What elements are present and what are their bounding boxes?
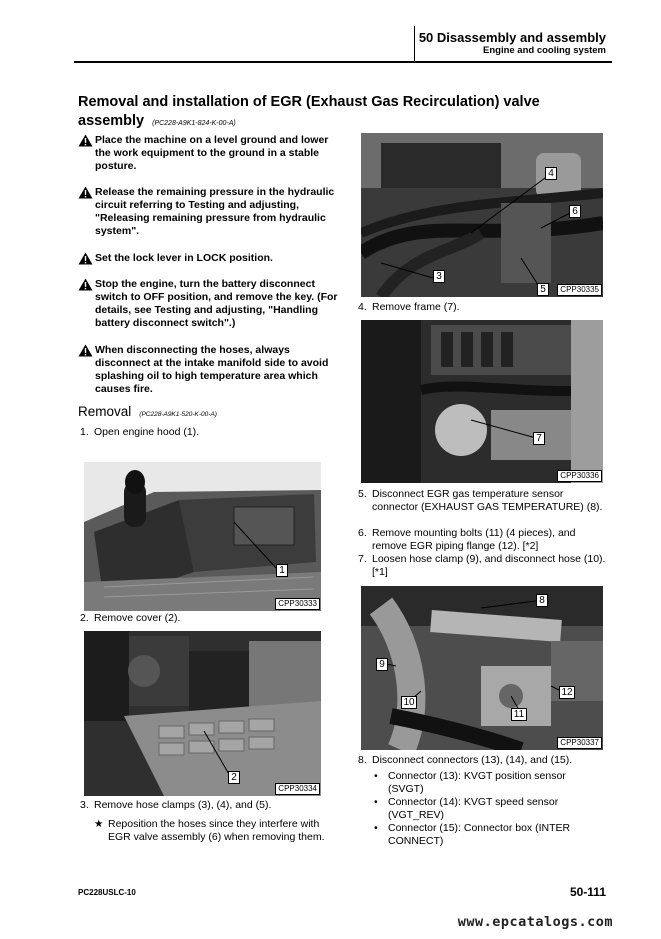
connector-item: • Connector (15): Connector box (INTER CONNECT) [374,822,571,847]
callout-9: 9 [376,658,388,671]
step-7: 7. Loosen hose clamp (9), and disconnect hose (10). [*1] [358,553,606,578]
warning-triangle-icon [78,278,93,291]
removal-heading: Removal (PC228-A9K1-520-K-00-A) [78,404,217,419]
photo-egr-flange [361,586,603,750]
section-title [78,93,598,133]
bullet-icon: • [374,822,378,834]
warning-item: Release the remaining pressure in the hydraulic circuit referring to Testing and adjusting, "Releasing remaining pressure from hydraulic system". [78,186,340,238]
note-item: ★ Reposition the hoses since they interfere with EGR valve assembly (6) when removing them. [94,818,325,843]
warning-triangle-icon [78,134,93,147]
callout-2: 2 [228,771,240,784]
header-rule [74,61,612,63]
callout-12: 12 [559,686,575,699]
removal-code: (PC228-A9K1-520-K-00-A) [139,411,217,418]
bullet-icon: • [374,770,378,782]
watermark-link[interactable]: www.epcatalogs.com [457,914,613,930]
step-6: 6. Remove mounting bolts (11) (4 pieces), and remove EGR piping flange (12). [*2] [358,527,576,552]
step-4: 4. Remove frame (7). [358,301,460,313]
warning-item: When disconnecting the hoses, always disconnect at the intake manifold side to avoid splashing oil to high temperature area which causes fire. [78,344,340,396]
chapter-title: 50 Disassembly and assembly [418,30,606,45]
photo-id-tag: CPP30336 [557,470,602,482]
photo-frame [361,320,603,483]
callout-11: 11 [511,708,527,721]
step-8: 8. Disconnect connectors (13), (14), and (15). [358,754,573,766]
callout-1: 1 [276,564,288,577]
photo-cover [84,631,321,796]
header-divider [414,26,415,62]
warning-item: Set the lock lever in LOCK position. [78,252,340,265]
bullet-icon: • [374,796,378,808]
callout-8: 8 [536,594,548,607]
section-title-line1: Removal and installation of EGR (Exhaust Gas Recirculation) valve [78,94,540,110]
callout-6: 6 [569,205,581,218]
callout-5: 5 [537,283,549,296]
connector-item: • Connector (14): KVGT speed sensor (VGT_REV) [374,796,559,821]
warning-item: Place the machine on a level ground and lower the work equipment to the ground in a stable posture. [78,134,340,173]
callout-3: 3 [433,270,445,283]
page-number: 50-111 [569,885,606,899]
step-3: 3. Remove hose clamps (3), (4), and (5). [80,799,272,811]
photo-id-tag: CPP30335 [557,284,602,296]
photo-hose-clamps [361,133,603,297]
step-5: 5. Disconnect EGR gas temperature sensor connector (EXHAUST GAS TEMPERATURE) (8). [358,488,603,513]
chapter-subtitle: Engine and cooling system [483,45,606,56]
photo-engine-hood [84,462,321,611]
warning-item: Stop the engine, turn the battery disconnect switch to OFF position, and remove the key. (For details, see Testing and adjusting, "Handling battery disconnect switch".) [78,278,340,330]
photo-id-tag: CPP30333 [275,598,320,610]
section-title-line2: assembly [78,113,145,129]
callout-10: 10 [401,696,417,709]
photo-id-tag: CPP30334 [275,783,320,795]
star-icon: ★ [94,818,104,830]
section-code: (PC228-A9K1-824-K-00-A) [152,120,236,127]
photo-id-tag: CPP30337 [557,737,602,749]
step-2: 2. Remove cover (2). [80,612,181,624]
warning-triangle-icon [78,252,93,265]
step-1: 1. Open engine hood (1). [80,426,200,438]
warning-triangle-icon [78,186,93,199]
callout-7: 7 [533,432,545,445]
warning-triangle-icon [78,344,93,357]
callout-4: 4 [545,167,557,180]
connector-item: • Connector (13): KVGT position sensor (SVGT) [374,770,566,795]
model-number: PC228USLC-10 [78,888,136,897]
